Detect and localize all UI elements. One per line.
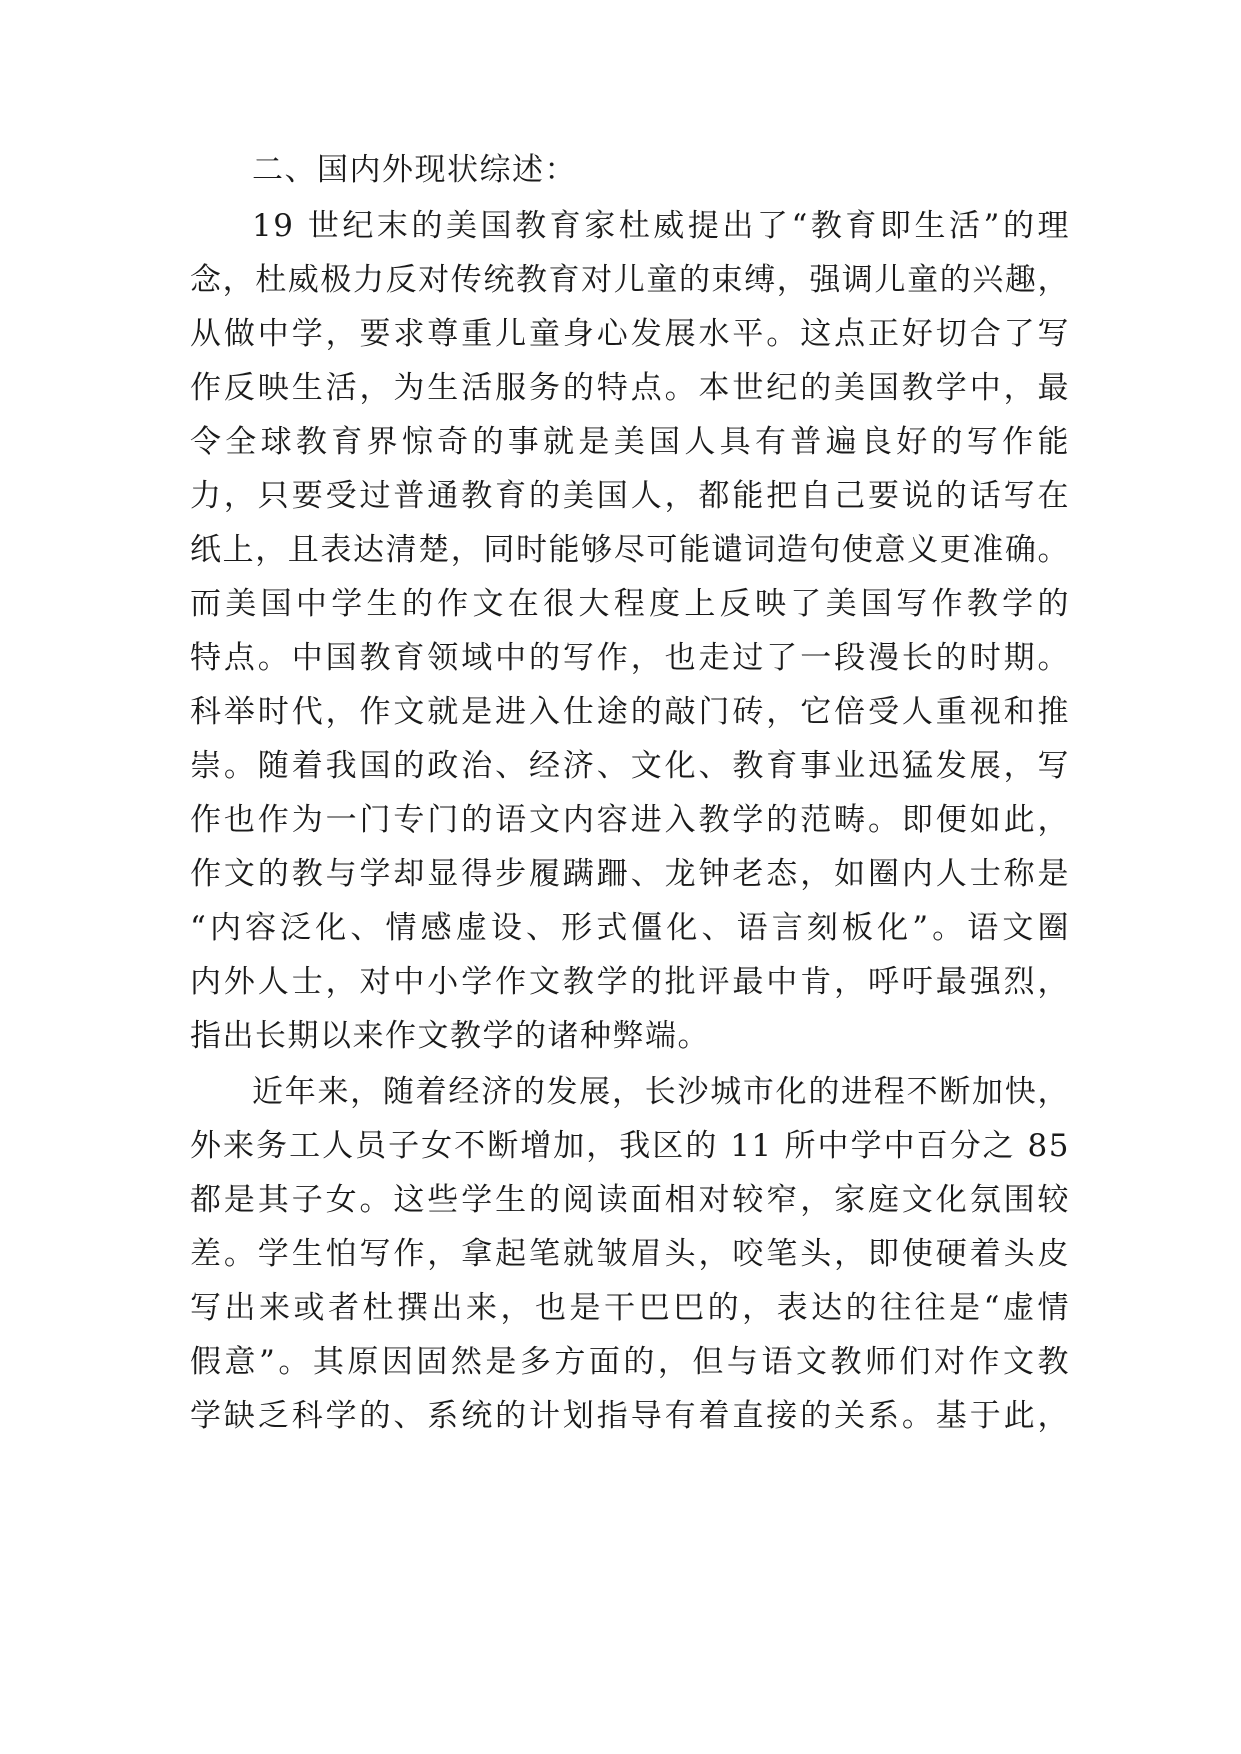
text-line: 都是其子女。这些学生的阅读面相对较窄，家庭文化氛围较 (190, 1182, 1070, 1218)
text-line: 崇。随着我国的政治、经济、文化、教育事业迅猛发展，写 (190, 748, 1070, 784)
text-line: 内外人士，对中小学作文教学的批评最中肯，呼吁最强烈， (190, 964, 1070, 1000)
text-line: 念，杜威极力反对传统教育对儿童的束缚，强调儿童的兴趣， (190, 262, 1070, 298)
text-line: 作也作为一门专门的语文内容进入教学的范畴。即便如此， (190, 802, 1070, 838)
text-line: 而美国中学生的作文在很大程度上反映了美国写作教学的 (190, 586, 1070, 622)
text-line: 指出长期以来作文教学的诸种弊端。 (190, 1018, 710, 1054)
text-line: 差。学生怕写作，拿起笔就皱眉头，咬笔头，即使硬着头皮 (190, 1236, 1070, 1272)
text-line: 作反映生活，为生活服务的特点。本世纪的美国教学中，最 (190, 370, 1070, 406)
text-line: 力，只要受过普通教育的美国人，都能把自己要说的话写在 (190, 478, 1070, 514)
text-line: “内容泛化、情感虚设、形式僵化、语言刻板化”。语文圈 (190, 910, 1070, 946)
text-line: 从做中学，要求尊重儿童身心发展水平。这点正好切合了写 (190, 316, 1070, 352)
text-line: 近年来，随着经济的发展，长沙城市化的进程不断加快， (252, 1074, 1070, 1110)
text-line: 作文的教与学却显得步履蹒跚、龙钟老态，如圈内人士称是 (190, 856, 1070, 892)
text-line: 学缺乏科学的、系统的计划指导有着直接的关系。基于此， (190, 1398, 1070, 1434)
text-line: 写出来或者杜撰出来，也是干巴巴的，表达的往往是“虚情 (190, 1290, 1070, 1326)
section-heading: 二、国内外现状综述： (252, 152, 577, 188)
text-line: 纸上，且表达清楚，同时能够尽可能谴词造句使意义更准确。 (190, 532, 1070, 568)
text-line: 科举时代，作文就是进入仕途的敲门砖，它倍受人重视和推 (190, 694, 1070, 730)
text-line: 特点。中国教育领域中的写作，也走过了一段漫长的时期。 (190, 640, 1070, 676)
text-line: 假意”。其原因固然是多方面的，但与语文教师们对作文教 (190, 1344, 1070, 1380)
text-line: 外来务工人员子女不断增加，我区的 11 所中学中百分之 85 (190, 1128, 1070, 1164)
text-line: 令全球教育界惊奇的事就是美国人具有普遍良好的写作能 (190, 424, 1070, 460)
text-line: 19 世纪末的美国教育家杜威提出了“教育即生活”的理 (252, 208, 1070, 244)
